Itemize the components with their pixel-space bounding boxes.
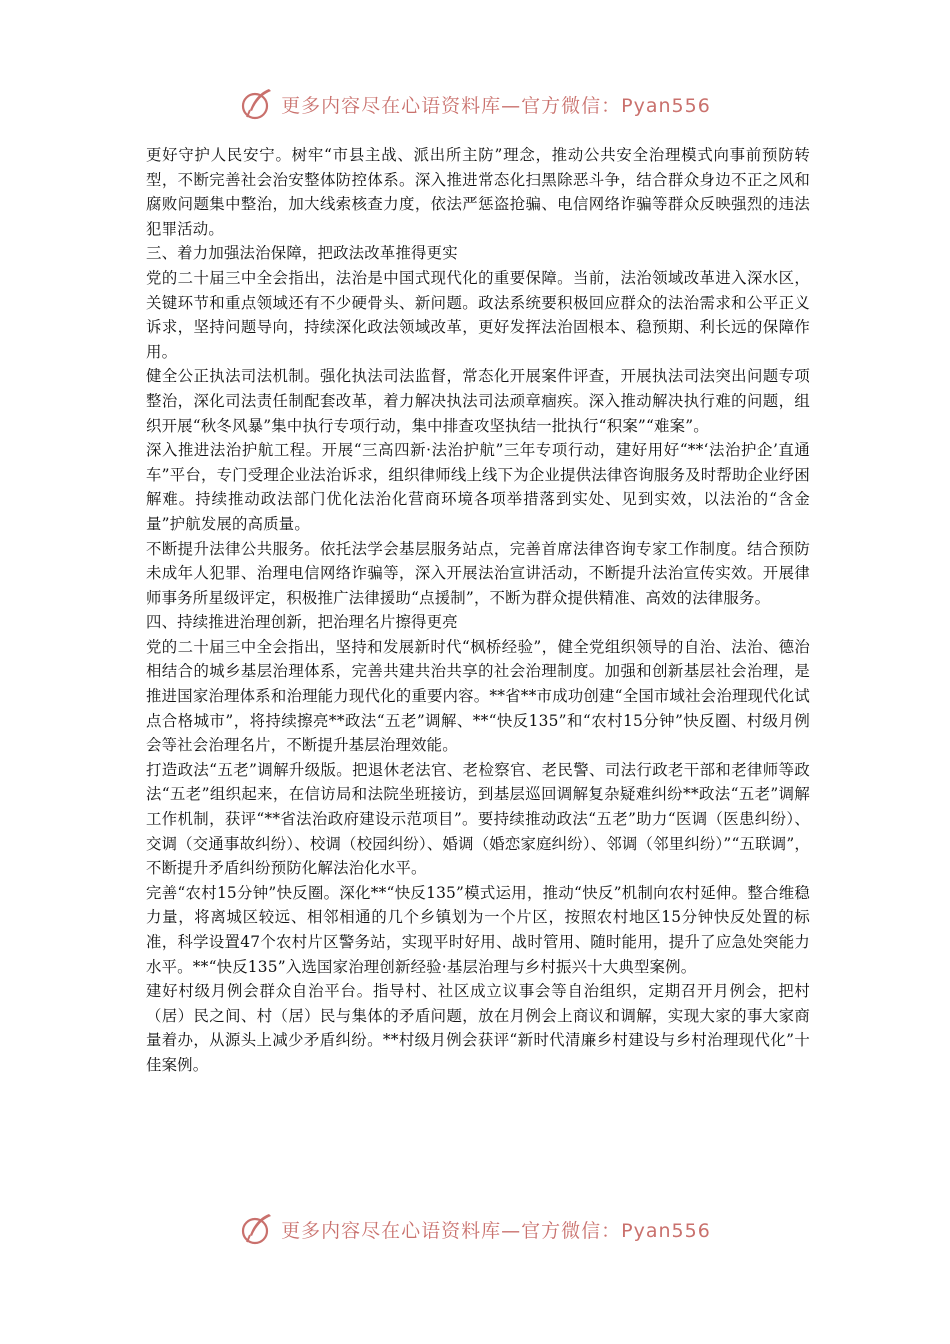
paragraph: 不断提升法律公共服务。依托法学会基层服务站点，完善首席法律咨询专家工作制度。结合预防未成年人犯罪、治理电信网络诈骗等，深入开展法治宣讲活动，不断提升法治宣传实效。开展律师事务所星级评定，积极推广法律援助“点援制”，不断为群众提供精准、高效的法律服务。 bbox=[146, 539, 810, 607]
paragraph: 建好村级月例会群众自治平台。指导村、社区成立议事会等自治组织，定期召开月例会，把村（居）民之间、村（居）民与集体的矛盾问题，放在月例会上商议和调解，实现大家的事大家商量着办，从源头上减少矛盾纠纷。**村级月例会获评“新时代清廉乡村建设与乡村治理现代化”十佳案例。 bbox=[146, 982, 810, 1074]
section-heading: 三、着力加强法治保障，把政法改革推得更实 bbox=[146, 244, 458, 263]
paragraph: 更好守护人民安宁。树牢“市县主战、派出所主防”理念，推动公共安全治理模式向事前预防转型，不断完善社会治安整体防控体系。深入推进常态化扫黑除恶斗争，结合群众身边不正之风和腐败问题集中整治，加大线索核查力度，依法严惩盗抢骗、电信网络诈骗等群众反映强烈的违法犯罪活动。 bbox=[146, 146, 810, 238]
paragraph: 健全公正执法司法机制。强化执法司法监督，常态化开展案件评查，开展执法司法突出问题专项整治，深化司法责任制配套改革，着力解决执法司法顽章痼疾。深入推动解决执行难的问题，组织开展“秋冬风暴”集中执行专项行动，集中排查攻坚执结一批执行“积案”“难案”。 bbox=[146, 367, 810, 435]
banner-text: 更多内容尽在心语资料库—官方微信：Pyan556 bbox=[281, 1219, 711, 1242]
paragraph: 党的二十届三中全会指出，坚持和发展新时代“枫桥经验”，健全党组织领导的自治、法治、德治相结合的城乡基层治理体系，完善共建共治共享的社会治理制度。加强和创新基层社会治理，是推进国家治理体系和治理能力现代化的重要内容。**省**市成功创建“全国市域社会治理现代化试点合格城市”，将持续擦亮**政法“五老”调解、**“快反135”和“农村15分钟”快反圈、村级月例会等社会治理名片，不断提升基层治理效能。 bbox=[146, 637, 810, 755]
paragraph: 深入推进法治护航工程。开展“三高四新·法治护航”三年专项行动，建好用好“**‘法治护企’直通车”平台，专门受理企业法治诉求，组织律师线上线下为企业提供法律咨询服务及时帮助企业纾困解难。持续推动政法部门优化法治化营商环境各项举措落到实处、见到实效，以法治的“含金量”护航发展的高质量。 bbox=[146, 441, 810, 533]
paragraph: 党的二十届三中全会指出，法治是中国式现代化的重要保障。当前，法治领域改革进入深水区，关键环节和重点领域还有不少硬骨头、新问题。政法系统要积极回应群众的法治需求和公平正义诉求，坚持问题导向，持续深化政法领域改革，更好发挥法治固根本、稳预期、利长远的保障作用。 bbox=[146, 268, 810, 361]
banner-text: 更多内容尽在心语资料库—官方微信：Pyan556 bbox=[281, 94, 711, 117]
footer-banner bbox=[0, 1207, 950, 1251]
paragraph: 完善“农村15分钟”快反圈。深化**“快反135”模式运用，推动“快反”机制向农村延伸。整合维稳力量，将离城区较远、相邻相通的几个乡镇划为一个片区，按照农村地区15分钟快反处置的标准，科学设置47个农村片区警务站，实现平时好用、战时管用、随时能用，提升了应急处突能力水平。**“快反135”入选国家治理创新经验·基层治理与乡村振兴十大典型案例。 bbox=[146, 883, 810, 976]
paragraph: 打造政法“五老”调解升级版。把退休老法官、老检察官、老民警、司法行政老干部和老律师等政法“五老”组织起来，在信访局和法院坐班接访，到基层巡回调解复杂疑难纠纷**政法“五老”调解工作机制，获评“**省法治政府建设示范项目”。要持续推动政法“五老”助力“医调（医患纠纷）、交调（交通事故纠纷）、校调（校园纠纷）、婚调（婚恋家庭纠纷）、邻调（邻里纠纷）”“五联调”，不断提升矛盾纠纷预防化解法治化水平。 bbox=[146, 760, 810, 878]
header-banner bbox=[0, 82, 950, 126]
section-heading: 四、持续推进治理创新，把治理名片擦得更亮 bbox=[146, 613, 458, 632]
feather-pen-icon bbox=[239, 1211, 275, 1247]
document-body bbox=[146, 143, 810, 1078]
feather-pen-icon bbox=[239, 86, 275, 122]
